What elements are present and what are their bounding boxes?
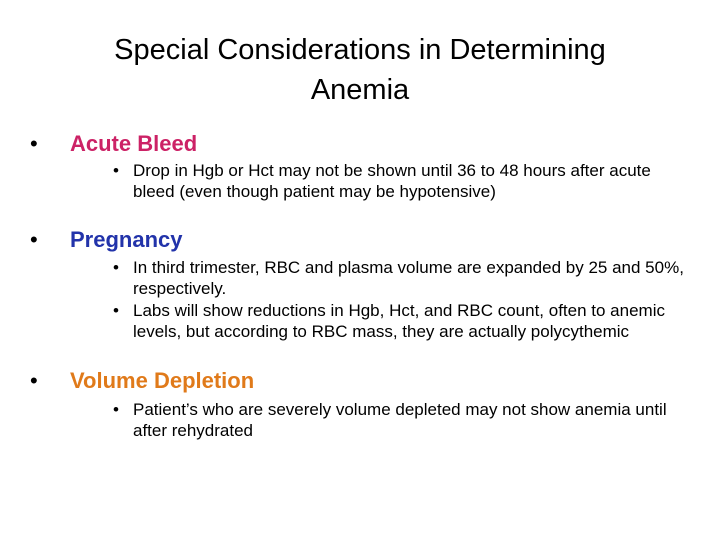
list-item-text: Patient’s who are severely volume depleted may not show anemia until after rehydrated: [133, 400, 667, 440]
section-heading-volume-depletion: [30, 368, 254, 394]
bullet-icon: •: [30, 227, 38, 252]
list-item-text: In third trimester, RBC and plasma volume are expanded by 25 and 50%, respectively.: [133, 258, 684, 298]
heading-text: Acute Bleed: [70, 131, 198, 156]
bullet-icon: •: [30, 368, 38, 393]
bullet-icon: •: [30, 131, 38, 156]
bullet-icon: •: [113, 258, 119, 277]
heading-text: Pregnancy: [70, 227, 183, 252]
list-item-text: Labs will show reductions in Hgb, Hct, and RBC count, often to anemic levels, but according to RBC mass, they are actually polycythemic: [133, 301, 665, 341]
sub-list: [113, 160, 693, 203]
slide-title-line1: Special Considerations in Determining: [114, 34, 606, 66]
list-item-text: Drop in Hgb or Hct may not be shown until 36 to 48 hours after acute bleed (even though patient may be hypotensive): [133, 161, 651, 201]
list-item: [113, 257, 693, 299]
bullet-icon: •: [113, 161, 119, 180]
section-heading-acute-bleed: [30, 131, 197, 157]
section-heading-pregnancy: [30, 227, 183, 253]
list-item: [113, 300, 693, 342]
heading-text: Volume Depletion: [70, 368, 255, 393]
list-item: [113, 399, 693, 441]
sub-list: [113, 257, 693, 343]
slide-title: [40, 30, 680, 110]
bullet-icon: •: [113, 301, 119, 320]
sub-list: [113, 399, 693, 442]
bullet-icon: •: [113, 400, 119, 419]
slide-title-line2: Anemia: [310, 74, 410, 106]
list-item: [113, 160, 693, 202]
